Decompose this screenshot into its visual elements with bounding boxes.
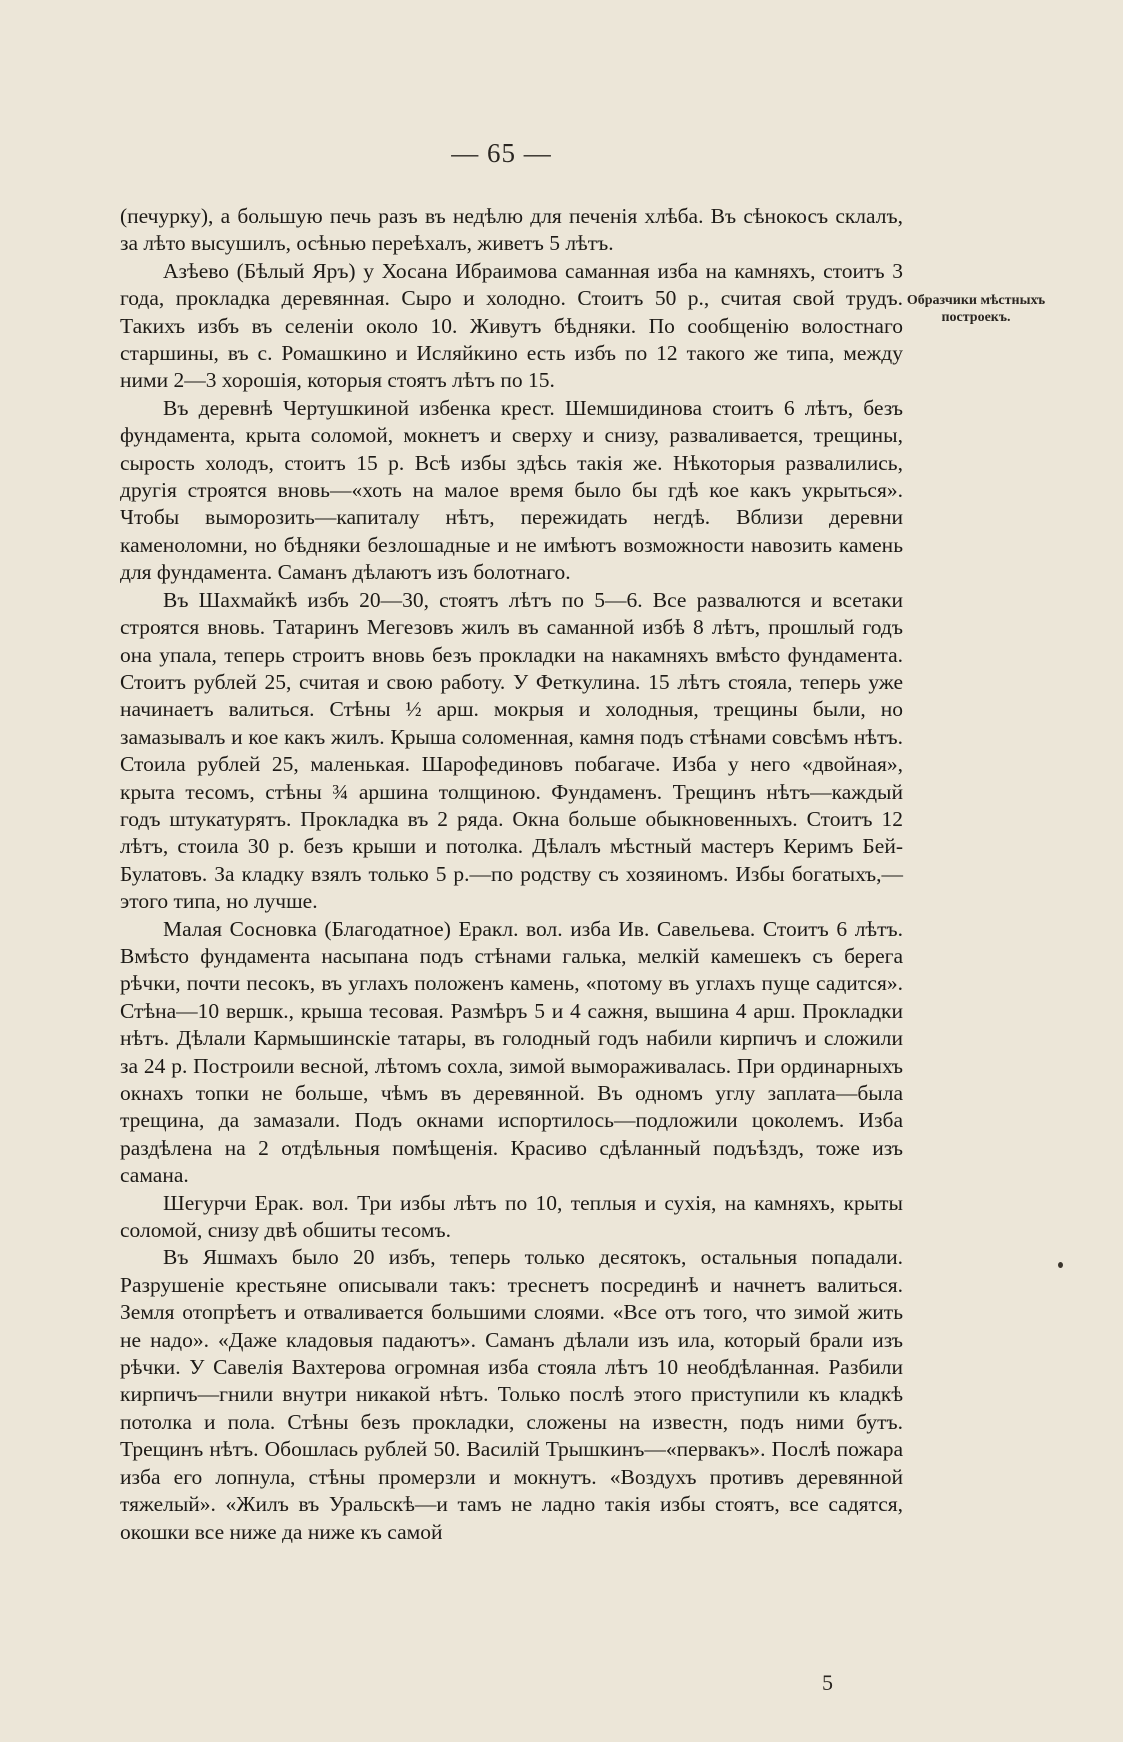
- paragraph: Малая Сосновка (Благодатное) Еракл. вол. изба Ив. Савельева. Стоитъ 6 лѣтъ. Вмѣсто фундамента насыпана подъ стѣнами галька, мелкій камешекъ съ берега рѣчки, почти песокъ, въ углахъ положенъ камень, «потому въ углахъ пуще садится». Стѣна—10 вершк., крыша тесовая. Размѣръ 5 и 4 сажня, вышина 4 арш. Прокладки нѣтъ. Дѣлали Кармышинскіе татары, въ голодный годъ набили кирпичъ и сложили за 24 р. Построили весной, лѣтомъ сохла, зимой вымораживалась. При ординарныхъ окнахъ топки не больше, чѣмъ въ деревянной. Въ одномъ углу заплата—была трещина, да замазали. Подъ окнами испортилось—подложили цоколемъ. Изба раздѣлена на 2 отдѣльныя помѣщенія. Красиво сдѣланный подъѣздъ, тоже изъ самана.: [120, 916, 903, 1188]
- paragraph: Въ Яшмахъ было 20 избъ, теперь только десятокъ, остальныя попадали. Разрушеніе крестьяне описывали такъ: треснетъ посрединѣ и начнетъ валиться. Земля отопрѣетъ и отваливается большими слоями. «Все отъ того, что зимой жить не надо». «Даже кладовыя падаютъ». Саманъ дѣлали изъ ила, который брали изъ рѣчки. У Савелія Вахтерова огромная изба стояла лѣтъ 10 необдѣланная. Разбили кирпичъ—гнили внутри никакой нѣтъ. Только послѣ этого приступили къ кладкѣ потолка и пола. Стѣны безъ прокладки, сложены на известн, подъ ними бутъ. Трещинъ нѣтъ. Обошлась рублей 50. Василій Трышкинъ—«первакъ». Послѣ пожара изба его лопнула, стѣны промерзли и мокнутъ. «Воздухъ противъ деревянной тяжелый». «Жилъ въ Уральскѣ—и тамъ не ладно такія избы стоятъ, все садятся, окошки все ниже да ниже къ самой: [120, 1245, 903, 1544]
- paragraph: Шегурчи Ерак. вол. Три избы лѣтъ по 10, теплыя и сухія, на камняхъ, крыты соломой, снизу двѣ обшиты тесомъ.: [120, 1190, 903, 1243]
- ink-speck: [1058, 1262, 1063, 1268]
- paragraph: Въ Шахмайкѣ избъ 20—30, стоятъ лѣтъ по 5—6. Все развалются и всетаки строятся вновь. Татаринъ Мегезовъ жилъ въ саманной избѣ 8 лѣтъ, прошлый годъ она упала, теперь строитъ вновь безъ прокладки на накамняхъ вмѣсто фундамента. Стоитъ рублей 25, считая и свою работу. У Феткулина. 15 лѣтъ стояла, теперь уже начинаетъ валиться. Стѣны ½ арш. мокрыя и холодныя, трещины были, но замазывалъ и кое какъ жилъ. Крыша соломенная, камня подъ стѣнами совсѣмъ нѣтъ. Стоила рублей 25, маленькая. Шарофединовъ побагаче. Изба у него «двойная», крыта тесомъ, стѣны ¾ аршина толщиною. Фундаменъ. Трещинъ нѣтъ—каждый годъ штукатурятъ. Прокладка въ 2 ряда. Окна больше обыкновенныхъ. Стоитъ 12 лѣтъ, стоила 30 р. безъ крыши и потолка. Дѣлалъ мѣстный мастеръ Керимъ Бей-Булатовъ. За кладку взялъ только 5 р.—по родству съ хозяиномъ. Избы богатыхъ,—этого типа, но лучше.: [120, 587, 903, 914]
- margin-note: Образчики мѣстныхъ построекъ.: [906, 293, 1046, 325]
- page-number: — 65 —: [451, 138, 552, 168]
- paragraph: (печурку), а большую печь разъ въ недѣлю для печенія хлѣба. Въ сѣнокосъ склалъ, за лѣто высушилъ, осѣнью переѣхалъ, живетъ 5 лѣтъ.: [120, 204, 903, 256]
- main-text: [120, 203, 903, 1546]
- paragraph: Азѣево (Бѣлый Яръ) у Хосана Ибраимова саманная изба на камняхъ, стоитъ 3 года, прокладка деревянная. Сыро и холодно. Стоитъ 50 р., считая свой трудъ. Такихъ избъ въ селеніи около 10. Живутъ бѣдняки. По сообщенію волостнаго старшины, въ с. Ромашкино и Исляйкино есть избъ по 12 такого же типа, между ними 2—3 хорошія, которыя стоятъ лѣтъ по 15.: [120, 258, 903, 393]
- signature-mark: 5: [822, 1670, 833, 1695]
- paragraph: Въ деревнѣ Чертушкиной избенка крест. Шемшидинова стоитъ 6 лѣтъ, безъ фундамента, крыта соломой, мокнетъ и сверху и снизу, разваливается, трещины, сырость холодъ, стоитъ 15 р. Всѣ избы здѣсь такія же. Нѣкоторыя развалились, другія строятся вновь—«хоть на малое время было бы гдѣ кое какъ укрыться». Чтобы выморозить—капиталу нѣтъ, пережидать негдѣ. Вблизи деревни каменоломни, но бѣдняки безлошадные и не имѣютъ возможности навозить камень для фундамента. Саманъ дѣлаютъ изъ болотнаго.: [120, 395, 903, 585]
